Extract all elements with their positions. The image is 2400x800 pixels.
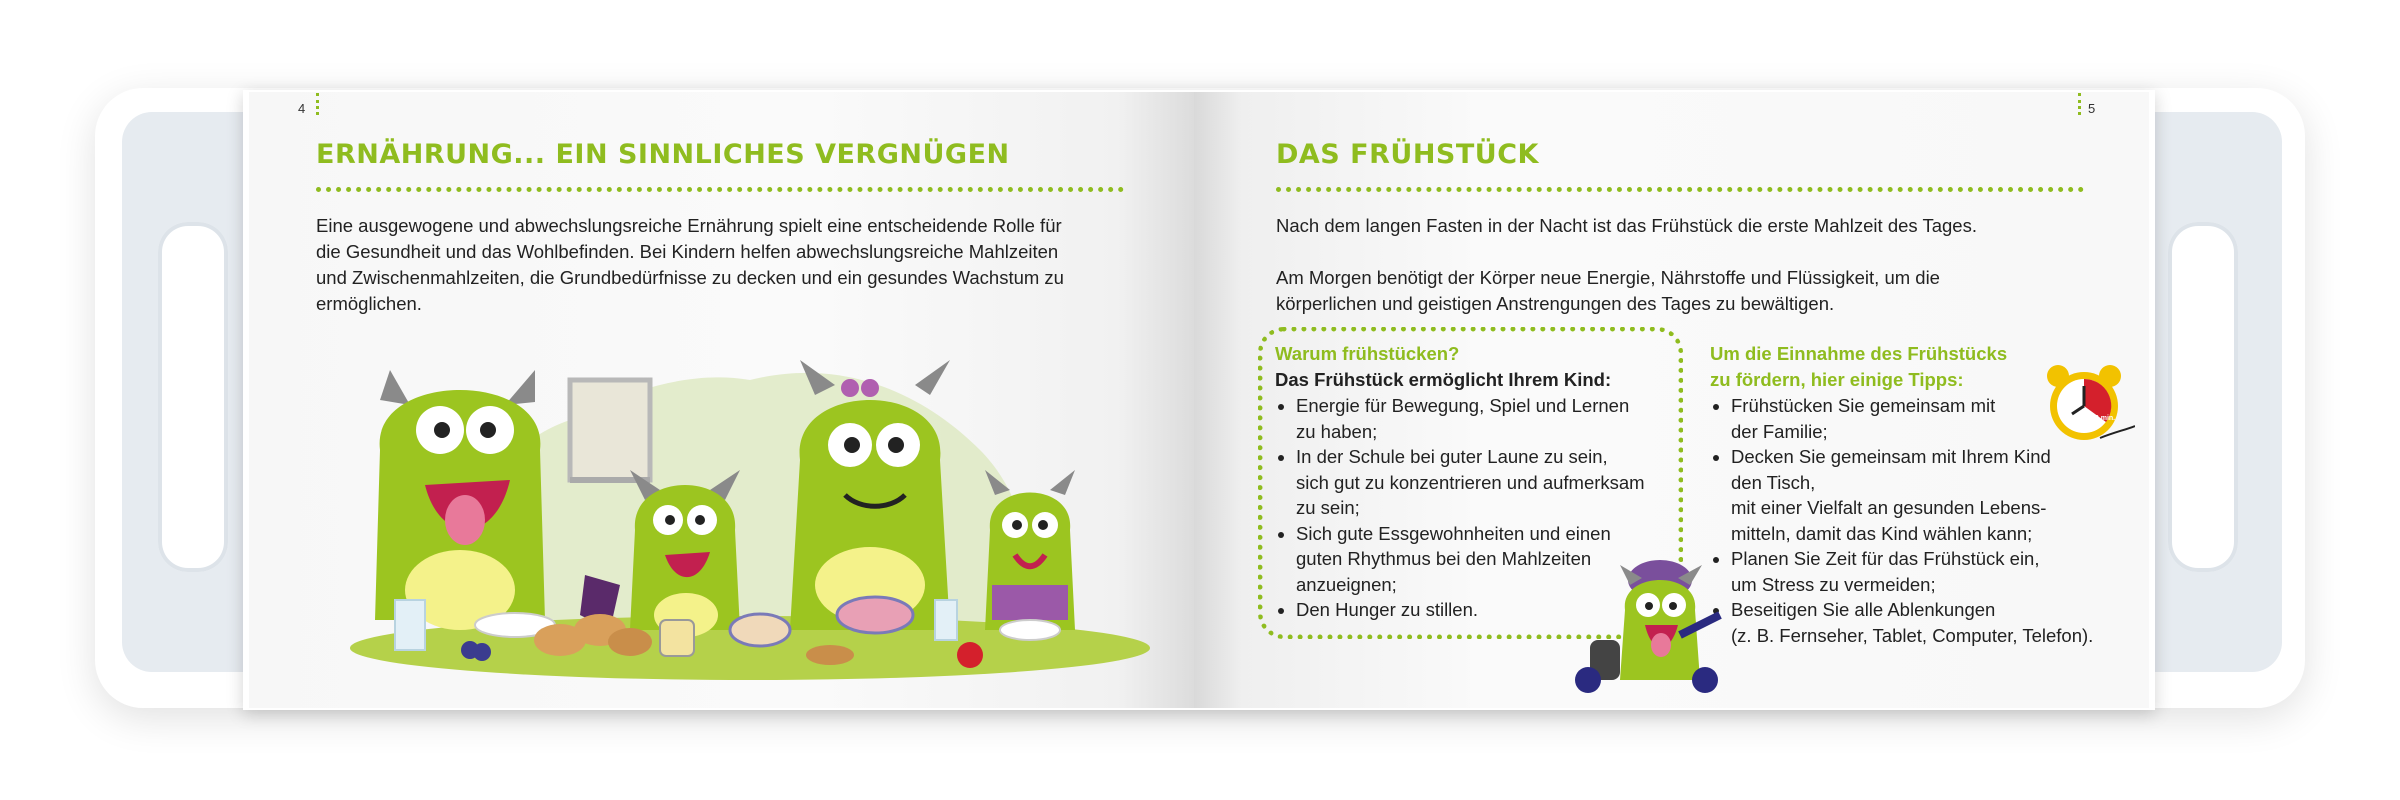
left-page-number-divider xyxy=(316,93,319,115)
list-item: • Decken Sie gemeinsam mit Ihrem Kind den Tisch, mit einer Vielfalt an gesunden Lebens- mitteln, damit das Kind wählen kann; xyxy=(1731,444,2110,546)
list-item: • Den Hunger zu stillen. xyxy=(1296,597,1675,623)
monster-parent-left xyxy=(375,370,545,630)
right-paragraph-1: Nach dem langen Fasten in der Nacht ist das Frühstück die erste Mahlzeit des Tages. xyxy=(1276,215,1977,236)
intro-line: und Zwischenmahlzeiten, die Grundbedürfnisse zu decken und ein gesundes Wachstum zu xyxy=(316,267,1064,288)
tray-handle-left xyxy=(158,222,228,572)
intro-line: die Gesundheit und das Wohlbefinden. Bei Kindern helfen abwechslungsreiche Mahlzeiten xyxy=(316,241,1059,262)
why-breakfast-heading: Warum frühstücken? xyxy=(1275,343,1460,364)
left-intro-paragraph xyxy=(316,213,1166,317)
family-breakfast-illustration xyxy=(330,330,1160,690)
paragraph-2-line: Am Morgen benötigt der Körper neue Energie, Nährstoffe und Flüssigkeit, um die xyxy=(1276,267,1940,288)
intro-line: ermöglichen. xyxy=(316,293,422,314)
left-page-number: 4 xyxy=(298,101,306,116)
list-item: • Energie für Bewegung, Spiel und Lernen zu haben; xyxy=(1296,393,1675,444)
right-page-number: 5 xyxy=(2088,101,2096,116)
paragraph-2-line: körperlichen und geistigen Anstrengungen des Tages zu bewältigen. xyxy=(1276,293,1835,314)
tips-heading-line: Um die Einnahme des Frühstücks xyxy=(1710,343,2008,364)
right-page-number-divider xyxy=(2078,93,2081,115)
intro-line: Eine ausgewogene und abwechslungsreiche Ernährung spielt eine entscheidende Rolle für xyxy=(316,215,1062,236)
right-page-title: DAS FRÜHSTÜCK xyxy=(1276,139,1539,170)
left-title-underline xyxy=(316,187,1124,192)
right-paragraph-2 xyxy=(1276,265,2096,317)
tips-heading-line: zu fördern, hier einige Tipps: xyxy=(1710,369,1964,390)
monster-eating-illustration xyxy=(1570,540,1740,710)
list-item: • Sich gute Essgewohnheiten und einen guten Rhythmus bei den Mahlzeiten anzueignen; xyxy=(1296,521,1675,598)
tray-handle-right xyxy=(2168,222,2238,572)
left-page-title: ERNÄHRUNG... EIN SINNLICHES VERGNÜGEN xyxy=(316,139,1010,170)
list-item: • Beseitigen Sie alle Ablenkungen (z. B. Fernseher, Tablet, Computer, Telefon). xyxy=(1731,597,2110,648)
list-item: • In der Schule bei guter Laune zu sein, sich gut zu konzentrieren und aufmerksam zu sein; xyxy=(1296,444,1675,521)
clock-label: 20 min. xyxy=(2091,415,2116,422)
alarm-clock-icon xyxy=(2040,360,2135,450)
right-title-underline xyxy=(1276,187,2084,192)
list-item: • Planen Sie Zeit für das Frühstück ein, um Stress zu vermeiden; xyxy=(1731,546,2110,597)
list-item: • Frühstücken Sie gemeinsam mit der Familie; xyxy=(1731,393,2110,444)
why-breakfast-subheading: Das Frühstück ermöglicht Ihrem Kind: xyxy=(1275,369,1612,390)
